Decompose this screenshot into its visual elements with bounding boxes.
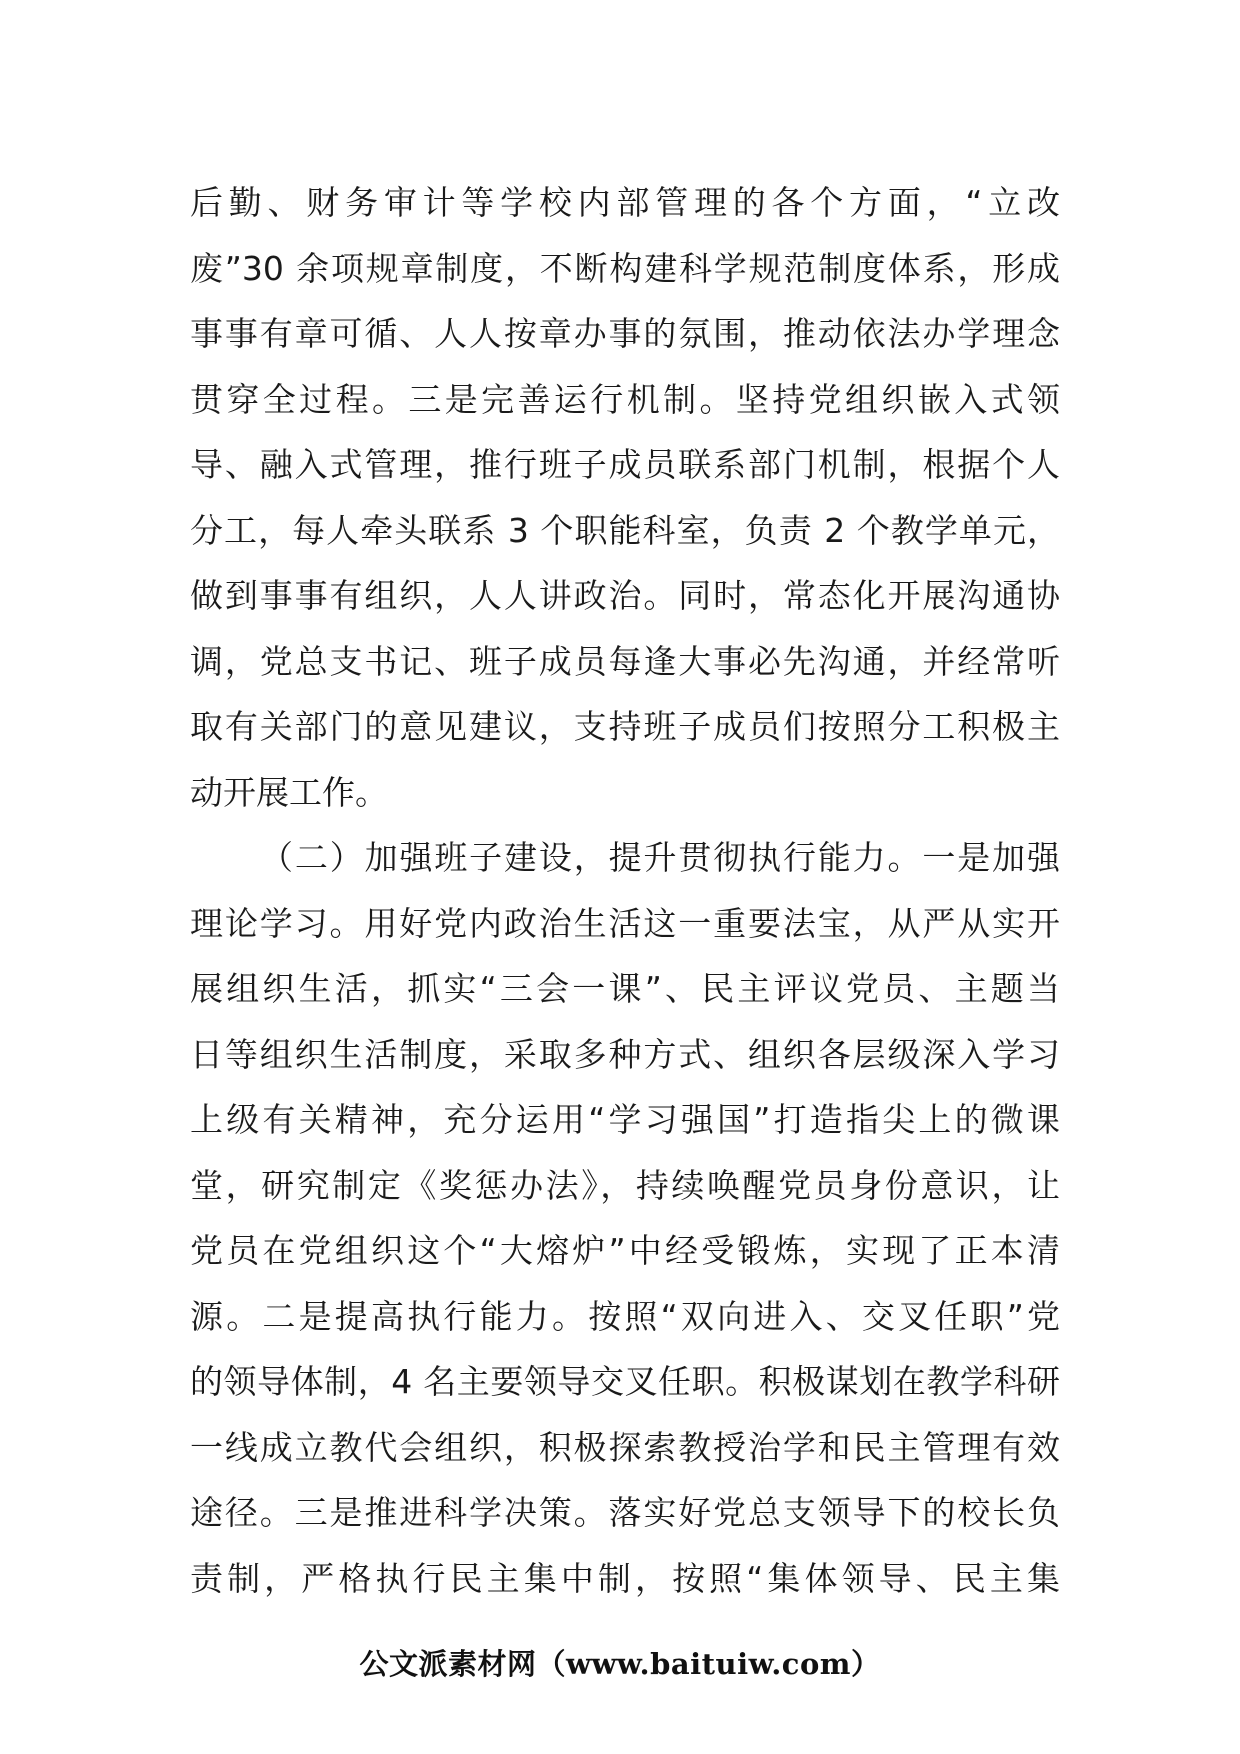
paragraph-2 [190, 825, 1060, 1611]
text-line: 事事有章可循、人人按章办事的氛围，推动依法办学理念 [190, 314, 1060, 353]
text-line: 的领导体制，4 名主要领导交叉任职。积极谋划在教学科研 [190, 1362, 1060, 1401]
text-line: 途径。三是推进科学决策。落实好党总支领导下的校长负 [190, 1493, 1060, 1532]
text-line: 源。二是提高执行能力。按照“双向进入、交叉任职”党 [190, 1296, 1060, 1336]
text-line: 取有关部门的意见建议，支持班子成员们按照分工积极主 [190, 707, 1060, 746]
text-line: 理论学习。用好党内政治生活这一重要法宝，从严从实开 [190, 903, 1060, 943]
text-line: 展组织生活，抓实“三会一课”、民主评议党员、主题当 [190, 969, 1060, 1008]
text-line: 一线成立教代会组织，积极探索教授治学和民主管理有效 [190, 1427, 1060, 1467]
footer-watermark: 公文派素材网（www.baituiw.com） [359, 1647, 881, 1681]
paragraph-1 [190, 170, 1060, 825]
text-line: 上级有关精神，充分运用“学习强国”打造指尖上的微课 [190, 1100, 1060, 1139]
text-line: 日等组织生活制度，采取多种方式、组织各层级深入学习 [190, 1034, 1060, 1074]
text-line: 堂，研究制定《奖惩办法》，持续唤醒党员身份意识，让 [190, 1165, 1060, 1205]
text-line: 责制，严格执行民主集中制，按照“集体领导、民主集 [190, 1558, 1060, 1598]
text-line: 党员在党组织这个“大熔炉”中经受锻炼，实现了正本清 [190, 1231, 1060, 1270]
text-line: 后勤、财务审计等学校内部管理的各个方面，“立改 [190, 183, 1060, 222]
text-line: 废”30 余项规章制度，不断构建科学规范制度体系，形成 [190, 248, 1060, 288]
text-line: 导、融入式管理，推行班子成员联系部门机制，根据个人 [190, 445, 1060, 484]
text-line: 调，党总支书记、班子成员每逢大事必先沟通，并经常听 [190, 641, 1060, 681]
text-line: （二）加强班子建设，提升贯彻执行能力。一是加强 [260, 838, 1060, 877]
text-line: 贯穿全过程。三是完善运行机制。坚持党组织嵌入式领 [190, 379, 1060, 419]
text-line: 分工，每人牵头联系 3 个职能科室，负责 2 个教学单元， [190, 510, 1060, 550]
document-body [190, 170, 1060, 1611]
text-line: 做到事事有组织，人人讲政治。同时，常态化开展沟通协 [190, 576, 1060, 615]
text-line: 动开展工作。 [190, 772, 388, 812]
